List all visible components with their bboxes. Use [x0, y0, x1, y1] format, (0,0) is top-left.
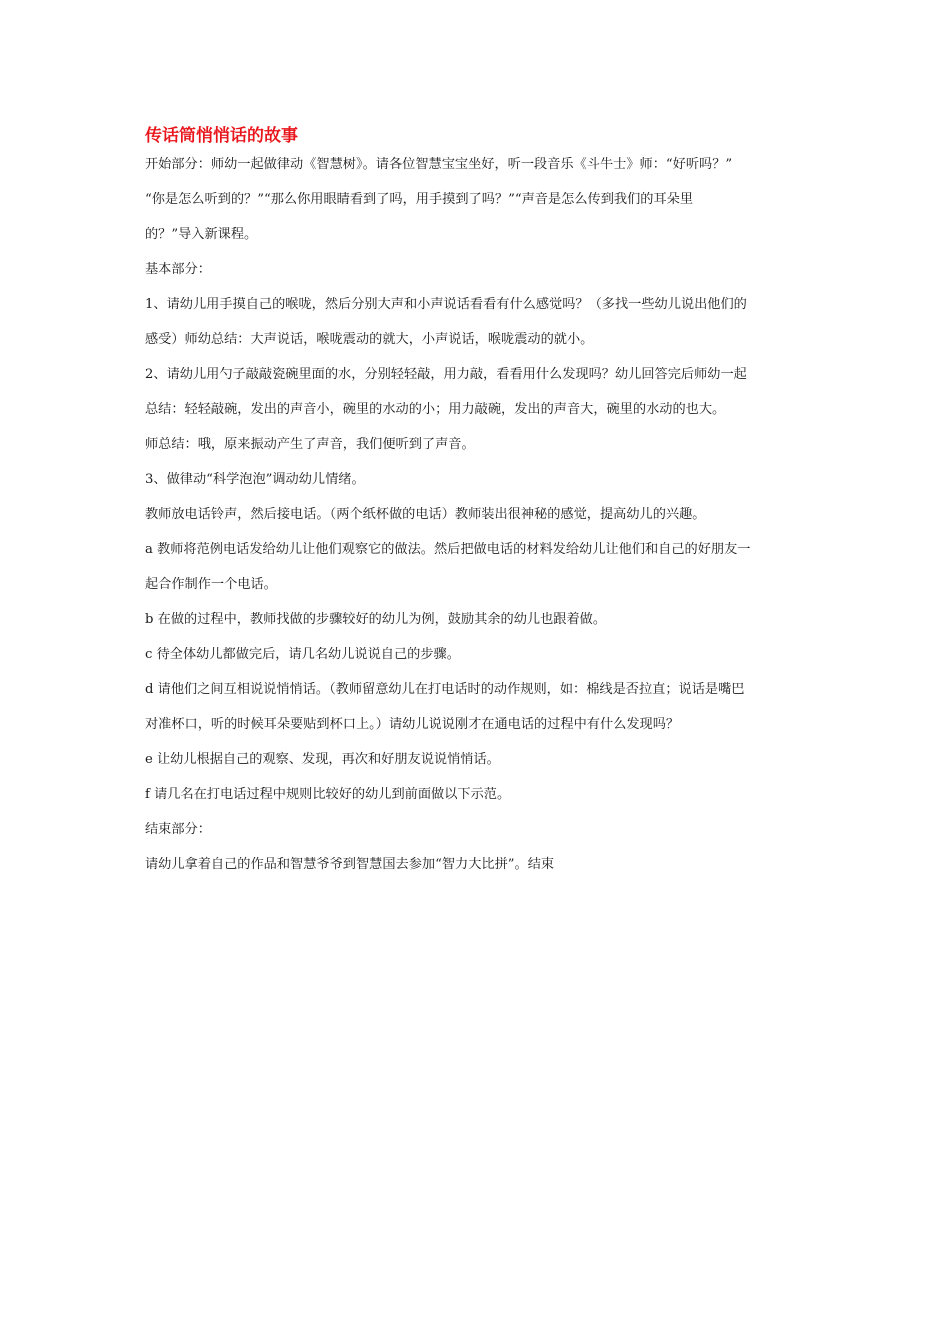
section-heading-basic: 基本部分：: [145, 262, 211, 277]
body-line-19: f 请几名在打电话过程中规则比较好的幼儿到前面做以下示范。: [145, 787, 511, 802]
body-line-1: 开始部分：师幼一起做律动《智慧树》。请各位智慧宝宝坐好，听一段音乐《斗牛士》师：“好听吗？”: [145, 157, 733, 172]
body-line-14: b 在做的过程中，教师找做的步骤较好的幼儿为例，鼓励其余的幼儿也跟着做。: [145, 612, 607, 627]
body-line-16: d 请他们之间互相说说悄悄话。（教师留意幼儿在打电话时的动作规则，如：棉线是否拉直；说话是嘴巴: [145, 682, 745, 697]
body-line-5: 1、请幼儿用手摸自己的喉咙，然后分别大声和小声说话看看有什么感觉吗？（多找一些幼儿说出他们的: [145, 297, 747, 312]
body-line-17: 对准杯口，听的时候耳朵要贴到杯口上。）请幼儿说说刚才在通电话的过程中有什么发现吗？: [145, 717, 680, 732]
document-body: [145, 147, 810, 882]
body-line-6: 感受）师幼总结：大声说话，喉咙震动的就大，小声说话，喉咙震动的就小。: [145, 332, 594, 347]
body-line-12: a 教师将范例电话发给幼儿让他们观察它的做法。然后把做电话的材料发给幼儿让他们和自己的好朋友一: [145, 542, 751, 557]
body-line-9: 师总结：哦，原来振动产生了声音，我们便听到了声音。: [145, 437, 475, 452]
body-line-15: c 待全体幼儿都做完后，请几名幼儿说说自己的步骤。: [145, 647, 460, 662]
body-line-8: 总结：轻轻敲碗，发出的声音小，碗里的水动的小；用力敲碗，发出的声音大，碗里的水动的也大。: [145, 402, 726, 417]
document-title: 传话筒悄悄话的故事: [145, 126, 298, 146]
section-heading-end: 结束部分：: [145, 822, 211, 837]
body-line-10: 3、做律动“科学泡泡”调动幼儿情绪。: [145, 472, 365, 487]
body-line-7: 2、请幼儿用勺子敲敲瓷碗里面的水，分别轻轻敲，用力敲，看看用什么发现吗？幼儿回答完后师幼一起: [145, 367, 747, 382]
body-line-3: 的？”导入新课程。: [145, 227, 258, 242]
body-line-11: 教师放电话铃声，然后接电话。（两个纸杯做的电话）教师装出很神秘的感觉，提高幼儿的兴趣。: [145, 507, 706, 522]
body-line-2: “你是怎么听到的？”“那么你用眼睛看到了吗，用手摸到了吗？”“声音是怎么传到我们的耳朵里: [145, 192, 694, 207]
body-line-13: 起合作制作一个电话。: [145, 577, 277, 592]
body-line-18: e 让幼儿根据自己的观察、发现，再次和好朋友说说悄悄话。: [145, 752, 500, 767]
body-line-21: 请幼儿拿着自己的作品和智慧爷爷到智慧国去参加“智力大比拼”。结束: [145, 857, 555, 872]
